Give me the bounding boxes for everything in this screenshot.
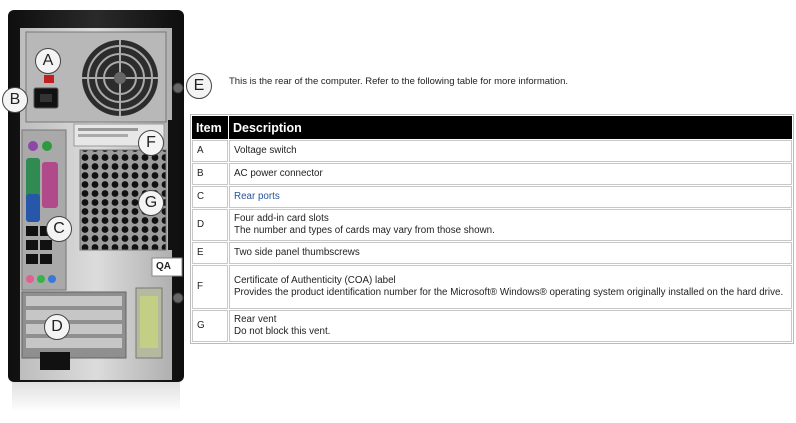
table-row — [192, 242, 792, 264]
callout-d: D — [44, 314, 70, 340]
row-item: C — [192, 186, 228, 208]
computer-rear-illustration — [0, 0, 205, 418]
callout-b: B — [2, 87, 28, 113]
table-header-row — [192, 116, 792, 139]
description-line: AC power connector — [234, 167, 323, 179]
computer-rear-graphic — [0, 0, 200, 418]
row-description — [229, 186, 792, 208]
row-item: D — [192, 209, 228, 241]
row-description — [229, 163, 792, 185]
header-item: Item — [192, 116, 228, 139]
header-description: Description — [229, 116, 792, 139]
row-description — [229, 209, 792, 241]
callout-g: G — [138, 190, 164, 216]
qa-label: QA — [156, 261, 171, 272]
description-line: Rear vent — [234, 313, 277, 325]
description-line: Two side panel thumbscrews — [234, 246, 360, 258]
row-item: B — [192, 163, 228, 185]
row-item: E — [192, 242, 228, 264]
description-line: Four add-in card slots — [234, 212, 329, 224]
row-item: G — [192, 310, 228, 342]
table-row — [192, 265, 792, 309]
callout-c: C — [46, 216, 72, 242]
row-description — [229, 242, 792, 264]
callout-f: F — [138, 130, 164, 156]
rear-ports-link[interactable]: Rear ports — [234, 190, 280, 202]
row-item: F — [192, 265, 228, 309]
table-row — [192, 186, 792, 208]
item-description-table — [190, 114, 794, 344]
row-description — [229, 310, 792, 342]
description-detail: The number and types of cards may vary from those shown. — [234, 225, 495, 236]
intro-text: This is the rear of the computer. Refer to the following table for more information. — [229, 76, 568, 87]
description-detail: Do not block this vent. — [234, 326, 331, 337]
row-description — [229, 140, 792, 162]
description-detail: Provides the product identification number for the Microsoft® Windows® operating system originally installed on the hard drive. — [234, 287, 784, 298]
description-line: Voltage switch — [234, 144, 297, 156]
table-row — [192, 163, 792, 185]
row-item: A — [192, 140, 228, 162]
callout-a: A — [35, 48, 61, 74]
table-row — [192, 310, 792, 342]
table-row — [192, 140, 792, 162]
row-description — [229, 265, 792, 309]
callout-e: E — [186, 73, 212, 99]
table-row — [192, 209, 792, 241]
description-line: Certificate of Authenticity (COA) label — [234, 274, 396, 286]
